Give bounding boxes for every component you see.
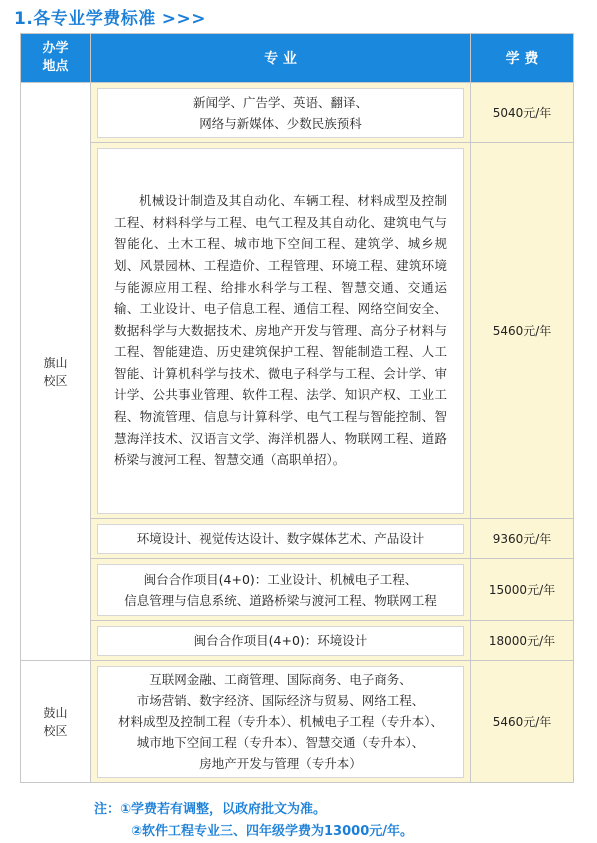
chevron-right-icon: >>>: [161, 9, 207, 29]
fee-table: [20, 33, 574, 783]
table-row: [21, 621, 574, 661]
fee-cell: 18000元/年: [471, 621, 574, 661]
major-text-box: 机械设计制造及其自动化、车辆工程、材料成型及控制工程、材料科学与工程、电气工程及其自动化、建筑电气与智能化、土木工程、城市地下空间工程、建筑学、城乡规划、风景园林、工程造价、工程管理、环境工程、建筑环境与能源应用工程、给排水科学与工程、智慧交通、交通运输、工业设计、电子信息工程、通信工程、网络空间安全、数据科学与大数据技术、房地产开发与管理、高分子材料与工程、智能建造、历史建筑保护工程、智能制造工程、人工智能、计算机科学与技术、微电子科学与工程、会计学、审计学、公共事业管理、软件工程、法学、知识产权、工业工程、物流管理、信息与计算科学、电气工程与智能控制、智慧海洋技术、汉语言文学、海洋机器人、物联网工程、道路桥梁与渡河工程、智慧交通（高职单招）。: [97, 148, 464, 514]
major-text-box: 环境设计、视觉传达设计、数字媒体艺术、产品设计: [97, 524, 464, 554]
fee-cell: 5460元/年: [471, 661, 574, 783]
fee-cell: 5040元/年: [471, 83, 574, 143]
major-text-box: 互联网金融、工商管理、国际商务、电子商务、 市场营销、数字经济、国际经济与贸易、网络工程、 材料成型及控制工程（专升本）、机械电子工程（专升本）、 城市地下空间工程（专升本）、智慧交通（专升本）、 房地产开发与管理（专升本）: [97, 666, 464, 778]
campus-gushan: 鼓山 校区: [21, 661, 91, 783]
campus-qishan: 旗山 校区: [21, 83, 91, 661]
major-cell: [91, 559, 471, 621]
table-row: [21, 143, 574, 519]
page-title: 1.各专业学费标准 >>>: [14, 9, 207, 29]
table-row: [21, 661, 574, 783]
major-cell: [91, 621, 471, 661]
table-row: [21, 559, 574, 621]
note-1: 注：①学费若有调整，以政府批文为准。: [94, 802, 327, 817]
fee-cell: 9360元/年: [471, 519, 574, 559]
major-cell: [91, 519, 471, 559]
header-major: 专 业: [91, 34, 471, 83]
note-2: ②软件工程专业三、四年级学费为13000元/年。: [131, 824, 413, 839]
header-location: 办学 地点: [21, 34, 91, 83]
header-fee: 学 费: [471, 34, 574, 83]
major-text-box: 闽台合作项目(4+0)：工业设计、机械电子工程、 信息管理与信息系统、道路桥梁与渡河工程、物联网工程: [97, 564, 464, 616]
table-header-row: [21, 34, 574, 83]
major-cell: [91, 661, 471, 783]
major-text-box: 闽台合作项目(4+0)：环境设计: [97, 626, 464, 656]
major-cell: [91, 143, 471, 519]
major-cell: [91, 83, 471, 143]
fee-table-container: [20, 33, 573, 783]
table-row: [21, 83, 574, 143]
fee-cell: 5460元/年: [471, 143, 574, 519]
major-text-box: 新闻学、广告学、英语、翻译、 网络与新媒体、少数民族预科: [97, 88, 464, 138]
table-row: [21, 519, 574, 559]
fee-cell: 15000元/年: [471, 559, 574, 621]
